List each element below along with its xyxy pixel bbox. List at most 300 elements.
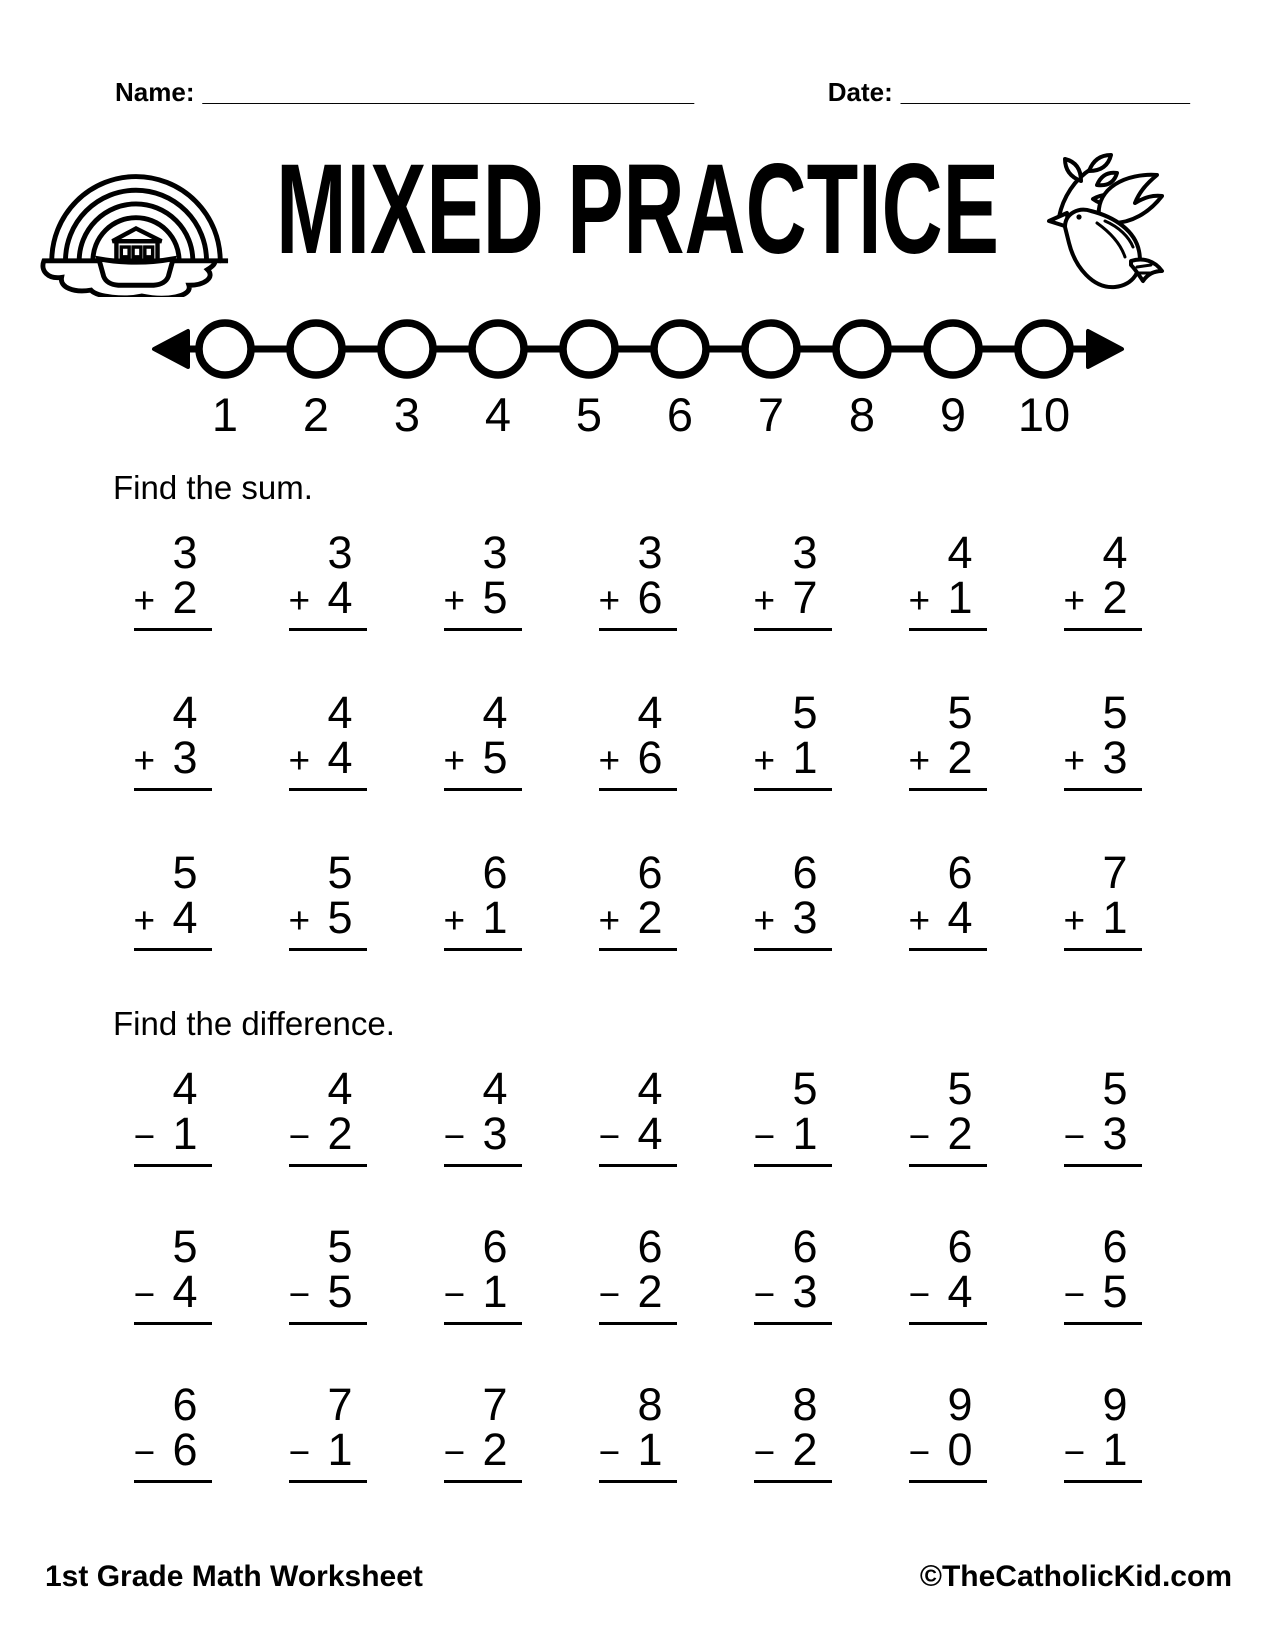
plus-sign: + [753, 580, 776, 621]
number-line-node [836, 323, 888, 375]
bottom-operand-row [753, 732, 832, 783]
bottom-operand-row [443, 1424, 522, 1475]
bottom-operand-row [598, 1424, 677, 1475]
problem-cell [870, 847, 1025, 951]
bottom-operand-row [443, 572, 522, 623]
number-line-node [1018, 323, 1070, 375]
math-problem [908, 1221, 987, 1325]
answer-line [134, 1322, 212, 1325]
answer-line [754, 788, 832, 791]
math-problem [753, 1221, 832, 1325]
problem-cell [560, 1221, 715, 1325]
plus-sign: + [443, 900, 466, 941]
minus-sign: − [598, 1274, 621, 1315]
math-problem [443, 1379, 522, 1483]
bottom-operand: 1 [482, 892, 508, 943]
answer-line [289, 1164, 367, 1167]
number-line-node [472, 323, 524, 375]
bottom-operand-row [288, 892, 367, 943]
bottom-operand-row [288, 1108, 367, 1159]
bottom-operand: 6 [637, 572, 663, 623]
problem-row [95, 687, 1180, 791]
problem-cell [560, 687, 715, 791]
problem-row [95, 1221, 1180, 1325]
answer-line [1064, 1164, 1142, 1167]
top-operand: 4 [482, 687, 508, 738]
problem-row [95, 1379, 1180, 1483]
answer-line [134, 1480, 212, 1483]
bottom-operand-row [908, 892, 987, 943]
math-problem [598, 1221, 677, 1325]
math-problem [443, 1221, 522, 1325]
bottom-operand: 2 [172, 572, 198, 623]
top-operand: 5 [1102, 687, 1128, 738]
answer-line [134, 948, 212, 951]
minus-sign: − [598, 1432, 621, 1473]
number-line-number: 5 [575, 388, 603, 441]
math-problem [443, 1063, 522, 1167]
plus-sign: + [133, 740, 156, 781]
bottom-operand: 3 [792, 1266, 818, 1317]
problem-cell [715, 847, 870, 951]
top-operand: 4 [637, 1063, 663, 1114]
problem-cell [870, 527, 1025, 631]
math-problem [598, 1063, 677, 1167]
answer-line [754, 628, 832, 631]
problem-cell [715, 687, 870, 791]
problem-cell [1025, 1379, 1180, 1483]
problem-cell [715, 527, 870, 631]
problem-cell [405, 847, 560, 951]
number-line-number: 1 [211, 388, 239, 441]
math-problem [288, 1221, 367, 1325]
plus-sign: + [1063, 740, 1086, 781]
problem-cell [870, 1379, 1025, 1483]
plus-sign: + [133, 580, 156, 621]
answer-line [134, 788, 212, 791]
difference-heading: Find the difference. [113, 1005, 395, 1042]
number-line-node [927, 323, 979, 375]
top-operand: 4 [172, 1063, 198, 1114]
answer-line [289, 1322, 367, 1325]
problem-cell [870, 1063, 1025, 1167]
top-operand: 5 [792, 687, 818, 738]
plus-sign: + [288, 580, 311, 621]
problem-cell [870, 687, 1025, 791]
math-problem [133, 687, 212, 791]
answer-line [134, 628, 212, 631]
top-operand: 6 [482, 847, 508, 898]
top-operand: 3 [172, 527, 198, 578]
minus-sign: − [753, 1432, 776, 1473]
bottom-operand: 5 [327, 892, 353, 943]
math-problem [133, 527, 212, 631]
bottom-operand: 2 [1102, 572, 1128, 623]
top-operand: 5 [172, 1221, 198, 1272]
bottom-operand: 6 [637, 732, 663, 783]
answer-line [289, 948, 367, 951]
minus-sign: − [288, 1432, 311, 1473]
top-operand: 6 [947, 847, 973, 898]
header-fields [115, 76, 1190, 108]
answer-line [754, 1322, 832, 1325]
bottom-operand-row [1063, 892, 1142, 943]
answer-line [289, 1480, 367, 1483]
math-problem [133, 1379, 212, 1483]
bottom-operand-row [598, 572, 677, 623]
plus-sign: + [753, 740, 776, 781]
minus-sign: − [1063, 1274, 1086, 1315]
number-line-svg [148, 298, 1128, 458]
answer-line [909, 628, 987, 631]
bottom-operand-row [443, 1266, 522, 1317]
bottom-operand: 5 [1102, 1266, 1128, 1317]
date-field [828, 76, 1190, 108]
bottom-operand: 1 [172, 1108, 198, 1159]
math-problem [288, 527, 367, 631]
math-problem [288, 1379, 367, 1483]
number-line-node [290, 323, 342, 375]
plus-sign: + [908, 580, 931, 621]
top-operand: 5 [792, 1063, 818, 1114]
title-band [0, 138, 1275, 300]
top-operand: 7 [327, 1379, 353, 1430]
plus-sign: + [443, 740, 466, 781]
plus-sign: + [753, 900, 776, 941]
plus-sign: + [133, 900, 156, 941]
page-footer [45, 1560, 1232, 1594]
bottom-operand: 3 [1102, 732, 1128, 783]
plus-sign: + [598, 580, 621, 621]
problem-row [95, 1063, 1180, 1167]
math-problem [598, 847, 677, 951]
bottom-operand: 3 [792, 892, 818, 943]
problem-cell [405, 527, 560, 631]
top-operand: 9 [947, 1379, 973, 1430]
answer-line [599, 788, 677, 791]
bottom-operand-row [753, 1108, 832, 1159]
top-operand: 6 [947, 1221, 973, 1272]
top-operand: 8 [637, 1379, 663, 1430]
bottom-operand: 4 [327, 732, 353, 783]
number-line-number: 9 [939, 388, 967, 441]
plus-sign: + [1063, 900, 1086, 941]
sum-heading: Find the sum. [113, 469, 313, 506]
math-problem [753, 1379, 832, 1483]
problem-cell [95, 687, 250, 791]
bottom-operand-row [908, 572, 987, 623]
footer-credit: ©TheCatholicKid.com [919, 1560, 1232, 1593]
bottom-operand-row [1063, 1108, 1142, 1159]
math-problem [753, 1063, 832, 1167]
number-line-node [381, 323, 433, 375]
math-problem [753, 847, 832, 951]
problem-cell [560, 847, 715, 951]
top-operand: 6 [792, 847, 818, 898]
top-operand: 5 [327, 1221, 353, 1272]
problem-cell [250, 1063, 405, 1167]
answer-line [599, 1164, 677, 1167]
math-problem [908, 1379, 987, 1483]
top-operand: 3 [637, 527, 663, 578]
sum-problems-grid [95, 527, 1180, 951]
answer-line [444, 788, 522, 791]
problem-cell [1025, 687, 1180, 791]
top-operand: 4 [637, 687, 663, 738]
math-problem [753, 527, 832, 631]
bottom-operand: 4 [172, 1266, 198, 1317]
top-operand: 4 [947, 527, 973, 578]
plus-sign: + [288, 740, 311, 781]
top-operand: 9 [1102, 1379, 1128, 1430]
bottom-operand: 4 [947, 892, 973, 943]
bottom-operand: 2 [637, 892, 663, 943]
bottom-operand: 3 [1102, 1108, 1128, 1159]
bottom-operand: 4 [172, 892, 198, 943]
number-line-node [563, 323, 615, 375]
date-blank-line: ____________________ [900, 77, 1190, 107]
math-problem [1063, 687, 1142, 791]
bottom-operand: 3 [172, 732, 198, 783]
math-problem [133, 1221, 212, 1325]
bottom-operand-row [753, 572, 832, 623]
math-problem [1063, 1379, 1142, 1483]
bottom-operand-row [598, 1266, 677, 1317]
number-line-node [745, 323, 797, 375]
right-arrow-icon [1088, 331, 1122, 367]
problem-cell [715, 1379, 870, 1483]
bottom-operand: 4 [327, 572, 353, 623]
math-problem [598, 527, 677, 631]
math-problem [288, 847, 367, 951]
math-problem [288, 687, 367, 791]
number-line-number: 8 [848, 388, 876, 441]
minus-sign: − [443, 1116, 466, 1157]
number-line-number: 7 [757, 388, 785, 441]
answer-line [909, 788, 987, 791]
answer-line [909, 1322, 987, 1325]
top-operand: 6 [172, 1379, 198, 1430]
top-operand: 7 [482, 1379, 508, 1430]
bottom-operand: 6 [172, 1424, 198, 1475]
problem-cell [250, 527, 405, 631]
number-line [148, 298, 1128, 463]
bottom-operand: 0 [947, 1424, 973, 1475]
problem-row [95, 847, 1180, 951]
problem-cell [95, 847, 250, 951]
bottom-operand-row [598, 732, 677, 783]
top-operand: 6 [482, 1221, 508, 1272]
number-line-number: 10 [1017, 388, 1071, 441]
plus-sign: + [598, 900, 621, 941]
bottom-operand-row [443, 892, 522, 943]
bottom-operand-row [288, 572, 367, 623]
left-arrow-icon [154, 331, 188, 367]
top-operand: 4 [172, 687, 198, 738]
top-operand: 4 [1102, 527, 1128, 578]
top-operand: 6 [637, 1221, 663, 1272]
answer-line [599, 1322, 677, 1325]
bottom-operand: 1 [1102, 1424, 1128, 1475]
top-operand: 3 [327, 527, 353, 578]
difference-problems-grid [95, 1063, 1180, 1483]
problem-cell [715, 1063, 870, 1167]
top-operand: 3 [792, 527, 818, 578]
bottom-operand: 5 [327, 1266, 353, 1317]
problem-cell [95, 1221, 250, 1325]
answer-line [134, 1164, 212, 1167]
bottom-operand: 2 [327, 1108, 353, 1159]
top-operand: 5 [327, 847, 353, 898]
math-problem [443, 847, 522, 951]
math-problem [288, 1063, 367, 1167]
top-operand: 5 [947, 1063, 973, 1114]
number-line-node [654, 323, 706, 375]
answer-line [289, 788, 367, 791]
top-operand: 8 [792, 1379, 818, 1430]
answer-line [599, 948, 677, 951]
minus-sign: − [288, 1274, 311, 1315]
problem-cell [250, 1379, 405, 1483]
bottom-operand: 2 [792, 1424, 818, 1475]
bottom-operand: 1 [947, 572, 973, 623]
minus-sign: − [908, 1432, 931, 1473]
bottom-operand: 2 [947, 732, 973, 783]
top-operand: 5 [947, 687, 973, 738]
math-problem [598, 1379, 677, 1483]
bottom-operand-row [598, 892, 677, 943]
bottom-operand-row [753, 892, 832, 943]
answer-line [444, 1480, 522, 1483]
math-problem [1063, 1221, 1142, 1325]
bottom-operand-row [288, 1266, 367, 1317]
problem-cell [95, 1063, 250, 1167]
bottom-operand-row [288, 1424, 367, 1475]
math-problem [133, 1063, 212, 1167]
answer-line [599, 628, 677, 631]
problem-cell [405, 1221, 560, 1325]
top-operand: 6 [637, 847, 663, 898]
problem-row [95, 527, 1180, 631]
bottom-operand-row [133, 1108, 212, 1159]
bottom-operand: 1 [327, 1424, 353, 1475]
plus-sign: + [288, 900, 311, 941]
dove-olive-branch-icon [1035, 145, 1167, 295]
bottom-operand-row [443, 1108, 522, 1159]
bottom-operand: 1 [1102, 892, 1128, 943]
bottom-operand-row [133, 572, 212, 623]
bottom-operand-row [908, 732, 987, 783]
bottom-operand: 1 [637, 1424, 663, 1475]
bottom-operand-row [753, 1266, 832, 1317]
bottom-operand-row [908, 1424, 987, 1475]
problem-cell [1025, 1063, 1180, 1167]
bottom-operand: 1 [482, 1266, 508, 1317]
math-problem [753, 687, 832, 791]
answer-line [444, 1164, 522, 1167]
bottom-operand: 5 [482, 732, 508, 783]
answer-line [909, 1164, 987, 1167]
math-problem [1063, 527, 1142, 631]
answer-line [1064, 1322, 1142, 1325]
bottom-operand-row [908, 1266, 987, 1317]
top-operand: 4 [327, 687, 353, 738]
problem-cell [405, 1379, 560, 1483]
problem-cell [560, 1379, 715, 1483]
math-problem [1063, 1063, 1142, 1167]
plus-sign: + [908, 900, 931, 941]
number-line-number: 2 [302, 388, 330, 441]
answer-line [909, 1480, 987, 1483]
bottom-operand: 4 [947, 1266, 973, 1317]
minus-sign: − [753, 1116, 776, 1157]
problem-cell [405, 1063, 560, 1167]
top-operand: 5 [1102, 1063, 1128, 1114]
minus-sign: − [1063, 1432, 1086, 1473]
bottom-operand: 1 [792, 1108, 818, 1159]
bottom-operand: 2 [947, 1108, 973, 1159]
problem-cell [95, 527, 250, 631]
number-line-number: 4 [484, 388, 512, 441]
problem-cell [560, 1063, 715, 1167]
bottom-operand-row [133, 1424, 212, 1475]
name-label: Name: [115, 77, 195, 107]
top-operand: 3 [482, 527, 508, 578]
math-problem [443, 527, 522, 631]
bottom-operand: 5 [482, 572, 508, 623]
minus-sign: − [288, 1116, 311, 1157]
math-problem [908, 687, 987, 791]
bottom-operand-row [443, 732, 522, 783]
answer-line [1064, 948, 1142, 951]
answer-line [444, 948, 522, 951]
problem-cell [870, 1221, 1025, 1325]
problem-cell [250, 847, 405, 951]
number-line-number: 3 [393, 388, 421, 441]
answer-line [1064, 1480, 1142, 1483]
minus-sign: − [133, 1116, 156, 1157]
bottom-operand: 2 [637, 1266, 663, 1317]
problem-cell [1025, 527, 1180, 631]
math-problem [908, 847, 987, 951]
minus-sign: − [443, 1432, 466, 1473]
math-problem [908, 527, 987, 631]
math-problem [598, 687, 677, 791]
plus-sign: + [443, 580, 466, 621]
bottom-operand: 7 [792, 572, 818, 623]
answer-line [754, 1480, 832, 1483]
number-line-node [199, 323, 251, 375]
answer-line [754, 1164, 832, 1167]
plus-sign: + [1063, 580, 1086, 621]
bottom-operand: 3 [482, 1108, 508, 1159]
bottom-operand-row [133, 1266, 212, 1317]
math-problem [1063, 847, 1142, 951]
name-field [115, 76, 694, 108]
answer-line [1064, 628, 1142, 631]
bottom-operand: 2 [482, 1424, 508, 1475]
bottom-operand-row [288, 732, 367, 783]
top-operand: 6 [792, 1221, 818, 1272]
math-problem [908, 1063, 987, 1167]
math-problem [133, 847, 212, 951]
problem-cell [715, 1221, 870, 1325]
bottom-operand: 1 [792, 732, 818, 783]
bottom-operand-row [1063, 1266, 1142, 1317]
minus-sign: − [908, 1116, 931, 1157]
answer-line [754, 948, 832, 951]
answer-line [444, 1322, 522, 1325]
